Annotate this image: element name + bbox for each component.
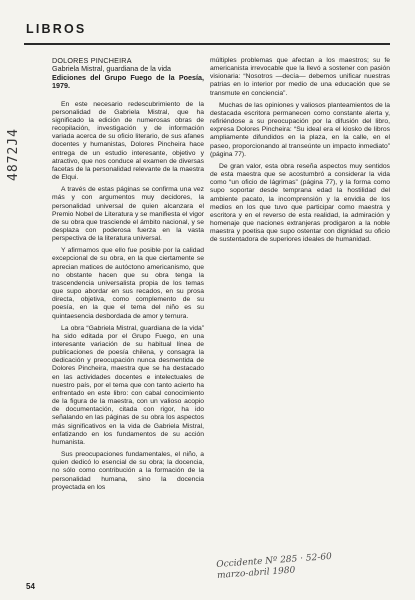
right-column xyxy=(210,57,390,244)
byline-author: DOLORES PINCHEIRA xyxy=(52,56,132,65)
paragraph: múltiples problemas que afectan a los maestros; su fe americanista irrevocable que la llevó a sostener con pasión visionaria: “Nosotros —decía— debemos unificar nuestras patrias en lo interior por medio de una educación que se transmute en conciencia”. xyxy=(210,57,390,97)
paragraph: De gran valor, esta obra reseña aspectos muy sentidos de esta maestra que se acostumbró a considerar la vida como “un oficio de lágrimas” (página 77), y la forma como supo soportar desde temprana edad la hostilidad del ambiente pacato, la incomprensión y la envidia de los medios en los que tuvo que participar como maestra y escritora y en el reverso de esta realidad, la admiración y homenaje que naciones extranjeras prodigaron a la noble maestra y poetisa que supo ostentar con dignidad su oficio de sustentadora de superiores ideales de humanidad. xyxy=(210,162,390,244)
section-title: LIBROS xyxy=(26,22,87,36)
byline-publication: Ediciones del Grupo Fuego de la Poesía, 1979. xyxy=(52,72,204,91)
paragraph: Y afirmamos que ello fue posible por la calidad excepcional de su obra, en la que ciertamente se aprecian matices de autóctono americanismo, que no obstante hacen que su obra tenga la trascendencia universalista propia de los temas que supo abordar en sus recados, en su prosa directa, objetiva, como complemento de su poesía, en la que el tema del niño es su quintaesencia desbordada de amor y ternura. xyxy=(52,247,204,320)
byline-review-of: Gabriela Mistral, guardiana de la vida xyxy=(52,64,172,74)
byline xyxy=(52,57,204,91)
handwritten-citation xyxy=(216,547,408,596)
left-column xyxy=(52,57,204,492)
handwritten-line: Occidente Nº 285 · 52-60 xyxy=(216,551,333,570)
paragraph: La obra “Gabriela Mistral, guardiana de la vida” ha sido editada por el Grupo Fuego, en una interesante variación de su habitual línea de publicaciones de poesía chilena, y consagra la dedicación y preocupación nunca desmentida de Dolores Pincheira, maestra que se ha destacado en las actividades docentes e intelectuales de nuestro país, por el tema que con tanto acierto ha enfrentado en este libro: con cabal conocimiento de la figura de la maestra, con un valioso acopio de documentación, citada con rigor, ha ido señalando en las páginas de su obra los aspectos más significativos en la vida de Gabriela Mistral, enfatizando en los fundamentos de su acción humanista. xyxy=(52,324,204,446)
header-rule xyxy=(24,43,390,45)
paragraph: En este necesario redescubrimiento de la personalidad de Gabriela Mistral, que ha significado la edición de numerosas obras de recopilación, investigación y de información variada acerca de su oficio literario, de sus afanes docentes y humanistas, Dolores Pincheira hace entrega de un estudio interesante, objetivo y atractivo, que nos conduce al examen de diversas facetas de la personalidad relevante de la maestra de Elqui. xyxy=(52,100,204,182)
handwritten-line: marzo-abril 1980 xyxy=(216,565,296,581)
handwritten-margin-note: 4872J4 xyxy=(6,128,21,182)
paragraph: Muchas de las opiniones y valiosos planteamientos de la destacada escritora permanecen como constante alerta y, refiriéndose a su preocupación por la difusión del libro, expresa Dolores Pincheira: “Su ideal era el kiosko de libros ampliamente difundidos en la plaza, en la calle, en el paseo, proporcionando al transeúnte un impacto inmediato” (página 77). xyxy=(210,101,390,158)
paragraph: A través de estas páginas se confirma una vez más y con argumentos muy decidores, la personalidad universal de quien alcanzara el Premio Nobel de Literatura y se manifiesta el vigor de su obra que trasciende el ámbito nacional, y se desplaza con poderosa fuerza en la vasta perspectiva de la literatura universal. xyxy=(52,186,204,243)
page-number: 54 xyxy=(26,582,35,591)
paragraph: Sus preocupaciones fundamentales, el niño, a quien dedicó lo esencial de su obra; la docencia, no sólo como contribución a la formación de la personalidad humana, sino la docencia proyectada en los xyxy=(52,451,204,491)
